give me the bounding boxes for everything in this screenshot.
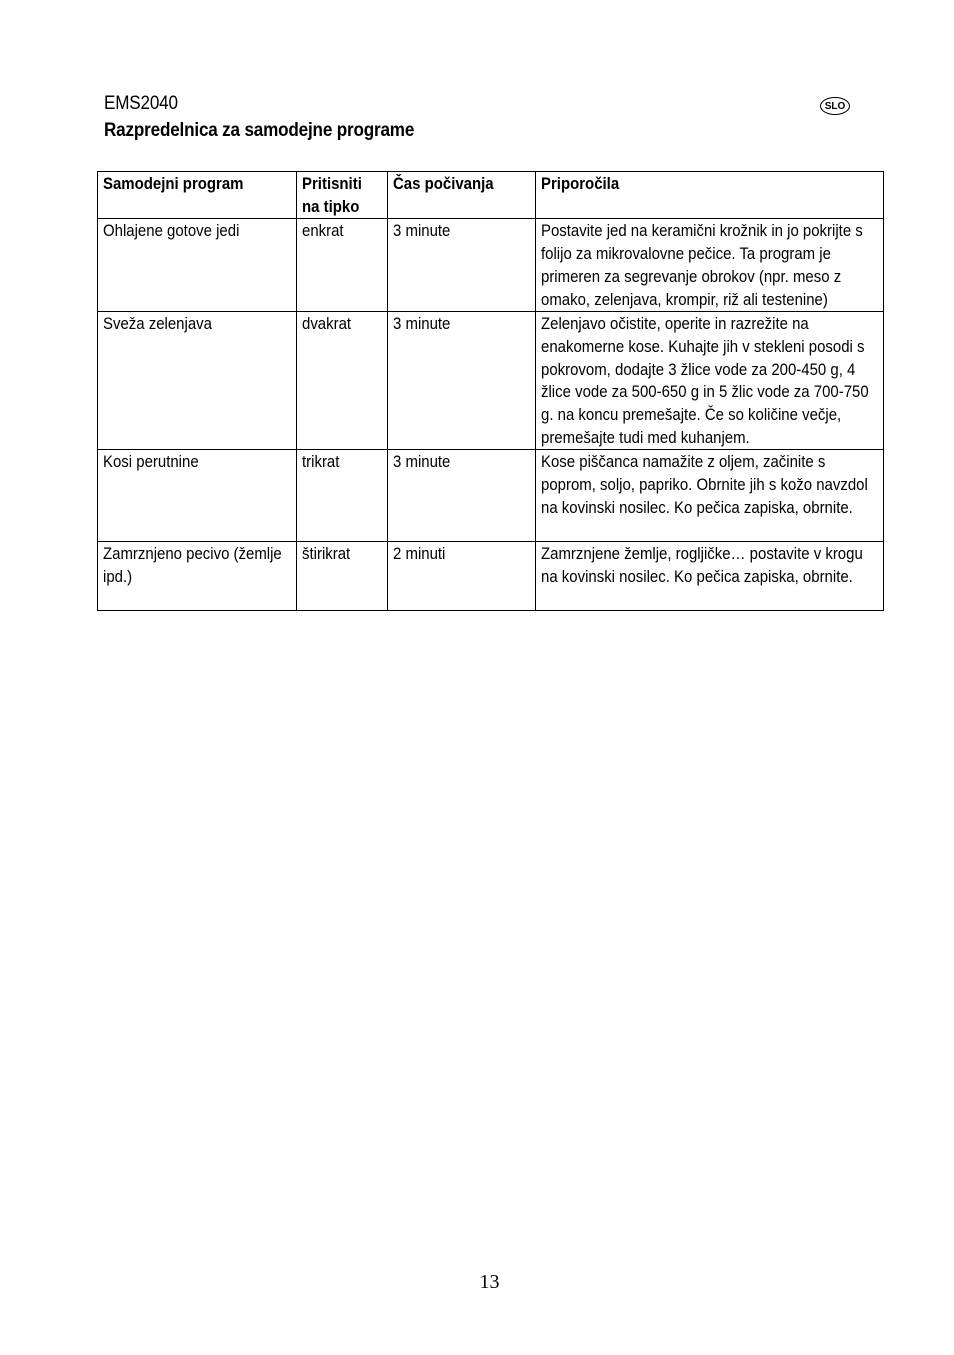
language-badge-label: SLO [824,100,846,112]
language-badge [820,97,850,115]
cell-advice: Kose piščanca namažite z oljem, začinite s poprom, soljo, papriko. Obrnite jih s kožo navzdol na kovinski nosilec. Ko pečica zapiska, obrnite. [536,450,884,542]
cell-program: Ohlajene gotove jedi [98,219,297,312]
cell-advice: Zamrznjene žemlje, rogljičke… postavite v krogu na kovinski nosilec. Ko pečica zapiska, obrnite. [536,542,884,611]
cell-rest: 3 minute [388,450,536,542]
auto-programs-table [97,171,884,611]
cell-press: trikrat [297,450,388,542]
model-number: EMS2040 [104,93,178,114]
cell-advice: Zelenjavo očistite, operite in razrežite na enakomerne kose. Kuhajte jih v stekleni posodi s pokrovom, dodajte 3 žlice vode za 200-450 g, 4 žlice vode za 500-650 g in 5 žlic vode za 700-750 g. na koncu premešajte. Če so količine večje, premešajte tudi med kuhanjem. [536,312,884,450]
table-row [98,542,884,611]
cell-press: enkrat [297,219,388,312]
page-title: Razpredelnica za samodejne programe [104,120,415,141]
cell-program: Zamrznjeno pecivo (žemlje ipd.) [98,542,297,611]
page-number: 13 [479,1271,500,1293]
table-row [98,450,884,542]
column-header-program: Samodejni program [98,172,297,219]
cell-press: štirikrat [297,542,388,611]
table-row [98,219,884,312]
table-header-row [98,172,884,219]
table-row [98,312,884,450]
cell-program: Kosi perutnine [98,450,297,542]
cell-program: Sveža zelenjava [98,312,297,450]
column-header-rest: Čas počivanja [388,172,536,219]
cell-rest: 3 minute [388,312,536,450]
cell-rest: 3 minute [388,219,536,312]
column-header-press: Pritisniti na tipko [297,172,388,219]
cell-rest: 2 minuti [388,542,536,611]
column-header-advice: Priporočila [536,172,884,219]
cell-press: dvakrat [297,312,388,450]
cell-advice: Postavite jed na keramični krožnik in jo pokrijte s folijo za mikrovalovne pečice. Ta program je primeren za segrevanje obrokov (npr. meso z omako, zelenjava, krompir, riž ali testenine) [536,219,884,312]
